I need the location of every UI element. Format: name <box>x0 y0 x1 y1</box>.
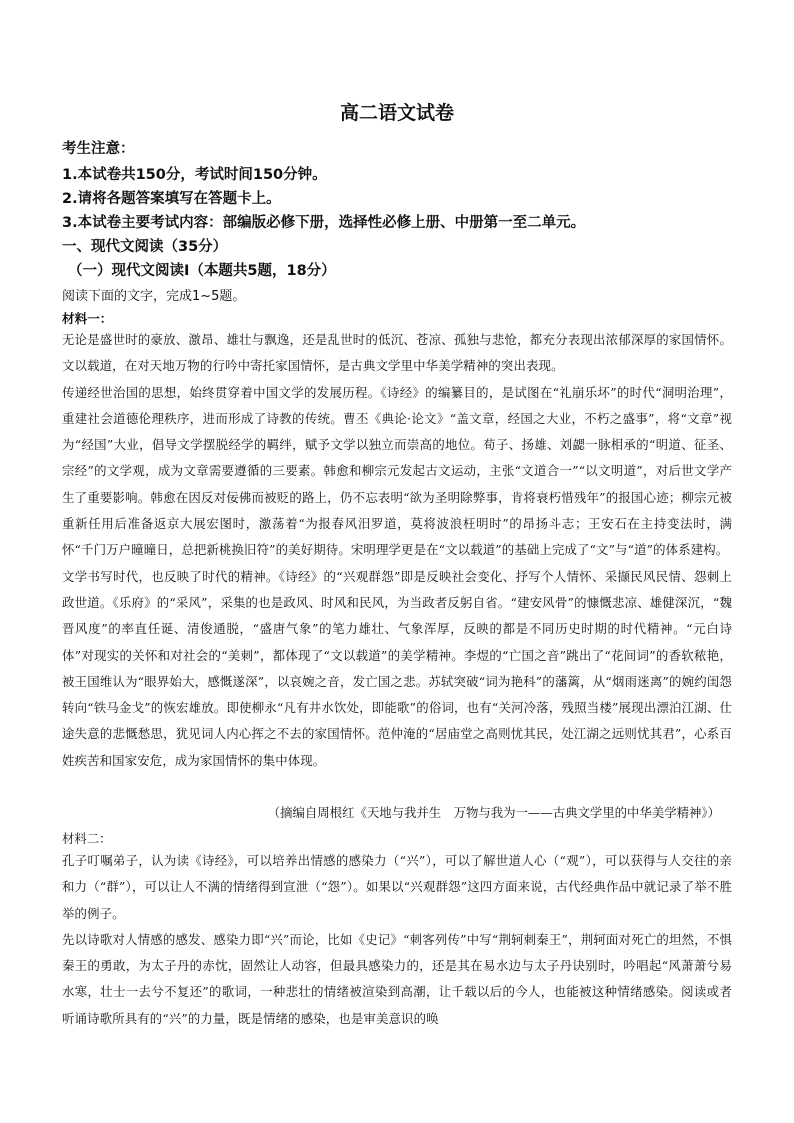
material-1-text <box>62 327 732 774</box>
material-1-paragraph: 文学书写时代，也反映了时代的精神。《诗经》的“兴观群怨”即是反映社会变化、抒写个人情怀、采撷民风民情、怨刺上政世道。《乐府》的“采风”，采集的也是政风、时风和民风，为当政者反躬自省。“建安风骨”的慷慨悲凉、雄健深沉，“魏晋风度”的率直任诞、清俊通脱，“盛唐气象”的笔力雄壮、气象浑厚，反映的都是不同历史时期的时代精神。“元白诗体”对现实的关怀和对社会的“美刺”，都体现了“文以载道”的美学精神。李煜的“亡国之音”跳出了“花间词”的香软秾艳，被王国维认为“眼界始大，感慨遂深”，以哀婉之音，发亡国之悲。苏轼突破“词为艳科”的藩篱，从“烟雨迷离”的婉约闺怨转向“铁马金戈”的恢宏雄放。即使柳永“凡有井水饮处，即能歌”的俗词，也有“关河冷落，残照当楼”展现出漂泊江湖、仕途失意的悲慨愁思，犹见词人内心挥之不去的家国情怀。范仲淹的“居庙堂之高则忧其民，处江湖之远则忧其君”，心系百姓疾苦和国家安危，成为家国情怀的集中体现。 <box>62 568 732 768</box>
material-2-label: 材料二： <box>62 831 112 846</box>
notice-heading: 考生注意： <box>62 141 135 157</box>
notice-item-3: 3.本试卷主要考试内容：部编版必修下册，选择性必修上册、中册第一至二单元。 <box>62 215 586 231</box>
material-1-paragraph: 传递经世治国的思想，始终贯穿着中国文学的发展历程。《诗经》的编纂目的，是试图在“礼崩乐坏”的时代“洞明治理”，重建社会道德伦理秩序，进而形成了诗教的传统。曹丕《典论·论文》“盖文章，经国之大业，不朽之盛事”，将“文章”视为“经国”大业，倡导文学摆脱经学的羁绊，赋予文学以独立而崇高的地位。荀子、扬雄、刘勰一脉相承的“明道、征圣、宗经”的文学观，成为文章需要遵循的三要素。韩愈和柳宗元发起古文运动，主张“文道合一”“以文明道”，对后世文学产生了重要影响。韩愈在因反对佞佛而被贬的路上，仍不忘表明“欲为圣明除弊事，肯将衰朽惜残年”的报国心迹；柳宗元被重新任用后准备返京大展宏图时，激荡着“为报春风汨罗道，莫将波浪枉明时”的昂扬斗志；王安石在主持变法时，满怀“千门万户曈曈日，总把新桃换旧符”的美好期待。宋明理学更是在“文以载道”的基础上完成了“文”与“道”的体系建构。 <box>62 384 732 558</box>
page-title: 高二语文试卷 <box>339 102 454 124</box>
section-subheading: （一）现代文阅读Ⅰ（本题共5题，18分） <box>68 263 336 279</box>
material-2-paragraph: 孔子叮嘱弟子，认为读《诗经》，可以培养出情感的感染力（“兴”），可以了解世道人心（“观”），可以获得与人交往的亲和力（“群”），可以让人不满的情绪得到宣泄（“怨”）。如果以“兴观群怨”这四方面来说，古代经典作品中就记录了举不胜举的例子。 <box>62 853 732 921</box>
notice-item-2: 2.请将各题答案填写在答题卡上。 <box>62 191 281 207</box>
reading-instruction: 阅读下面的文字，完成1~5题。 <box>62 289 246 304</box>
notice-item-1: 1.本试卷共150分，考试时间150分钟。 <box>62 167 327 183</box>
material-2-text <box>62 848 732 1032</box>
material-1-source: （摘编自周根红《天地与我并生 万物与我为一——古典文学里的中华美学精神》） <box>267 805 720 820</box>
material-1-label: 材料一： <box>62 311 113 326</box>
material-1-paragraph: 无论是盛世时的豪放、激昂、雄壮与飘逸，还是乱世时的低沉、苍凉、孤独与悲怆，都充分表现出浓郁深厚的家国情怀。文以载道，在对天地万物的行吟中寄托家国情怀，是古典文学里中华美学精神的突出表现。 <box>62 332 732 374</box>
section-heading: 一、现代文阅读（35分） <box>62 239 228 255</box>
material-2-paragraph: 先以诗歌对人情感的感发、感染力即“兴”而论，比如《史记》“刺客列传”中写“荆轲刺秦王”，荆轲面对死亡的坦然，不惧秦王的勇敢，为太子丹的赤忱，固然让人动容，但最具感染力的，还是其在易水边与太子丹诀别时，吟唱起“风萧萧兮易水寒，壮士一去兮不复还”的歌词，一种悲壮的情绪被渲染到高潮，让千载以后的今人，也能被这种情绪感染。阅读或者听诵诗歌所具有的“兴”的力量，既是情绪的感染，也是审美意识的唤 <box>62 931 732 1026</box>
